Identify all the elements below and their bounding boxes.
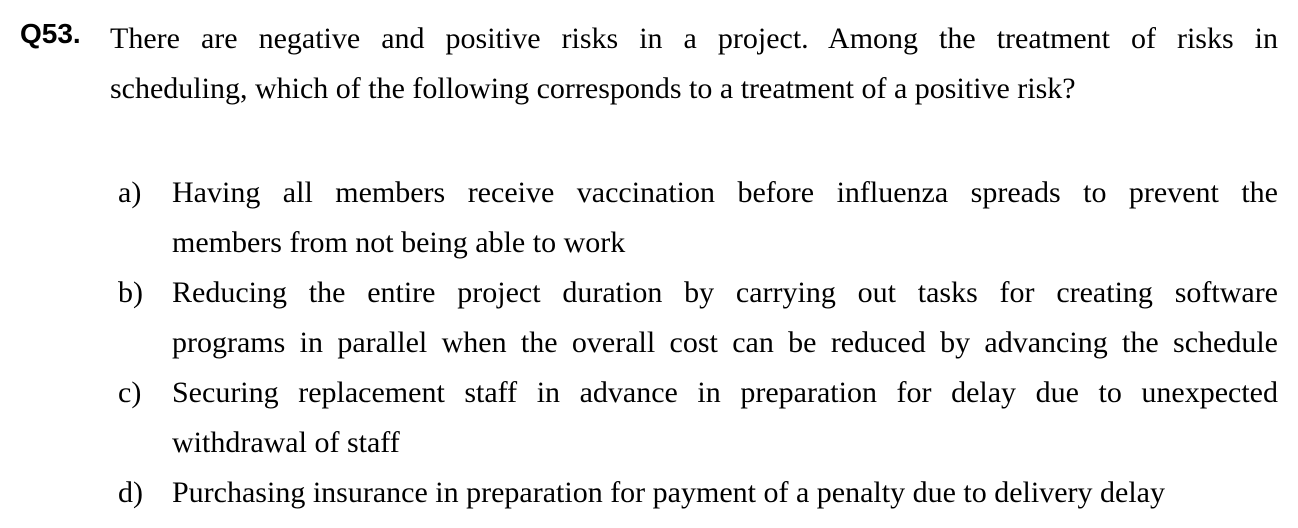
option-text bbox=[172, 368, 1278, 468]
option-text-line-2: withdrawal of staff bbox=[172, 426, 400, 459]
option-text-line-1: Securing replacement staff in advance in preparation for delay due to unexpected bbox=[172, 376, 1278, 409]
option-letter: c) bbox=[118, 376, 142, 409]
question-number: Q53. bbox=[20, 18, 81, 49]
question-text-line-2: scheduling, which of the following corresponds to a treatment of a positive risk? bbox=[110, 72, 1076, 105]
option-text-line-1: Purchasing insurance in preparation for payment of a penalty due to delivery delay bbox=[172, 476, 1165, 509]
option-text-line-1: Having all members receive vaccination before influenza spreads to prevent the bbox=[172, 176, 1278, 209]
option-letter: a) bbox=[118, 176, 142, 209]
question-text bbox=[110, 14, 1278, 114]
option-text-line-2: members from not being able to work bbox=[172, 226, 626, 259]
option-text bbox=[172, 468, 1278, 518]
option-letter: d) bbox=[118, 476, 143, 509]
question-text-line-1: There are negative and positive risks in a project. Among the treatment of risks in bbox=[110, 22, 1278, 55]
option-text bbox=[172, 168, 1278, 268]
option-text-line-1: Reducing the entire project duration by carrying out tasks for creating software bbox=[172, 276, 1278, 309]
option-letter: b) bbox=[118, 276, 143, 309]
option-text-line-2: programs in parallel when the overall cost can be reduced by advancing the schedule bbox=[172, 326, 1278, 359]
option-text bbox=[172, 268, 1278, 368]
